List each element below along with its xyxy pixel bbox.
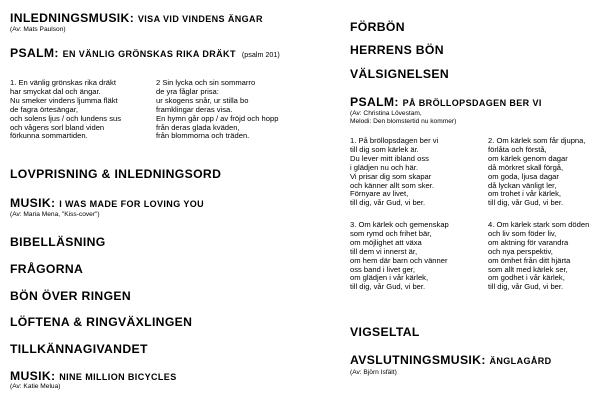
psalm-2-title: PÅ BRÖLLOPSDAGEN BER VI [402, 98, 542, 108]
inledningsmusik-label: INLEDNINGSMUSIK [10, 11, 130, 25]
forbon-heading: FÖRBÖN [350, 20, 405, 34]
psalm-2-label: PSALM [350, 95, 395, 109]
psalm-number: (psalm 201) [241, 50, 280, 59]
avslutningsmusik-author: (Av: Björn Isfält) [350, 369, 397, 376]
musik-1-heading [10, 196, 204, 211]
inledningsmusik-heading [10, 11, 263, 26]
fragorna-heading: FRÅGORNA [10, 262, 84, 276]
avslutningsmusik-title: ÄNGLAGÅRD [489, 356, 552, 366]
inledningsmusik-author: (Av: Mats Paulson) [10, 26, 66, 33]
herrens-bon-heading: HERRENS BÖN [350, 43, 444, 57]
psalm-title: EN VÄNLIG GRÖNSKAS RIKA DRÄKT [62, 49, 236, 59]
musik-2-label: MUSIK [10, 369, 52, 383]
psalm-label: PSALM [10, 46, 55, 60]
avslutningsmusik-heading [350, 353, 552, 368]
lovprisning-heading: LOVPRISNING & INLEDNINGSORD [10, 167, 222, 181]
psalm-2-verse-1: 1. På bröllopsdagen ber vi till dig som kärlek är. Du lever mitt ibland oss i glädjen nu och här. Vi prisar dig som skapar och känner allt som sker. Förnyare av livet, till dig, vår Gud, vi ber. [350, 136, 439, 208]
musik-2-title: NINE MILLION BICYCLES [59, 372, 177, 382]
psalm-colon: : [54, 46, 59, 60]
tillkannagivandet-heading: TILLKÄNNAGIVANDET [10, 342, 148, 356]
psalm-2-verse-3: 3. Om kärlek och gemenskap som rymd och frihet bär, om möjlighet att växa till dem vi innerst är, om hem där barn och vänner oss band i livet ger, om glädjen i vår kärlek, till dig, vår Gud, vi ber. [350, 220, 449, 292]
psalm-verse-1: 1. En vänlig grönskas rika dräkt har smyckat dal och ängar. Nu smeker vindens ljumma fläkt de fagra örtesängar, och solens ljus / och lundens sus och vågens sorl bland viden förkunna sommartiden. [10, 78, 122, 141]
inledningsmusik-title: VISA VID VINDENS ÄNGAR [137, 14, 263, 24]
vigseltal-heading: VIGSELTAL [350, 325, 420, 339]
musik-1-label: MUSIK [10, 196, 52, 210]
musik-2-colon: : [51, 369, 56, 383]
musik-2-author: (Av: Katie Melua) [10, 383, 61, 390]
psalm-2-verse-2: 2. Om kärlek som får djupna, förlåta och förstå, om kärlek genom dagar då mörkret skall förgå, om goda, ljusa dagar då lyckan vänligt ler, om trohet i vår kärlek, till dig, vår Gud, vi ber. [488, 136, 586, 208]
psalm-2-melody: Melodi: Den blomstertid nu kommer) [350, 118, 457, 125]
musik-2-heading [10, 369, 177, 384]
avslutningsmusik-label: AVSLUTNINGSMUSIK [350, 353, 482, 367]
loftena-heading: LÖFTENA & RINGVÄXLINGEN [10, 315, 193, 329]
avslutningsmusik-colon: : [481, 353, 486, 367]
psalm-2-heading [350, 95, 542, 110]
psalm-2-colon: : [394, 95, 399, 109]
musik-1-title: I WAS MADE FOR LOVING YOU [59, 199, 205, 209]
psalm-2-author: (Av: Christina Lövestam, [350, 110, 422, 117]
bon-over-ringen-heading: BÖN ÖVER RINGEN [10, 289, 132, 303]
musik-1-colon: : [51, 196, 56, 210]
valsignelsen-heading: VÄLSIGNELSEN [350, 67, 450, 81]
psalm-2-verse-4: 4. Om kärlek stark som döden och liv som föder liv, om aktning för varandra och nya perspektiv, om ömhet från ditt hjärta som allt med kärlek ser, om godhet i vår kärlek, till dig, vår Gud, vi ber. [488, 220, 590, 292]
inledningsmusik-colon: : [129, 11, 135, 25]
psalm-heading [10, 46, 280, 62]
bibellasning-heading: BIBELLÄSNING [10, 235, 106, 249]
musik-1-author: (Av: Maria Mena, "Kiss-cover") [10, 211, 100, 218]
psalm-verse-2: 2 Sin lycka och sin sommarro de yra fåglar prisa: ur skogens snår, ur stilla bo framklingar deras visa. En hymn går opp / av fröjd och hopp från deras glada kväden, från blommorna och träden. [156, 78, 279, 141]
